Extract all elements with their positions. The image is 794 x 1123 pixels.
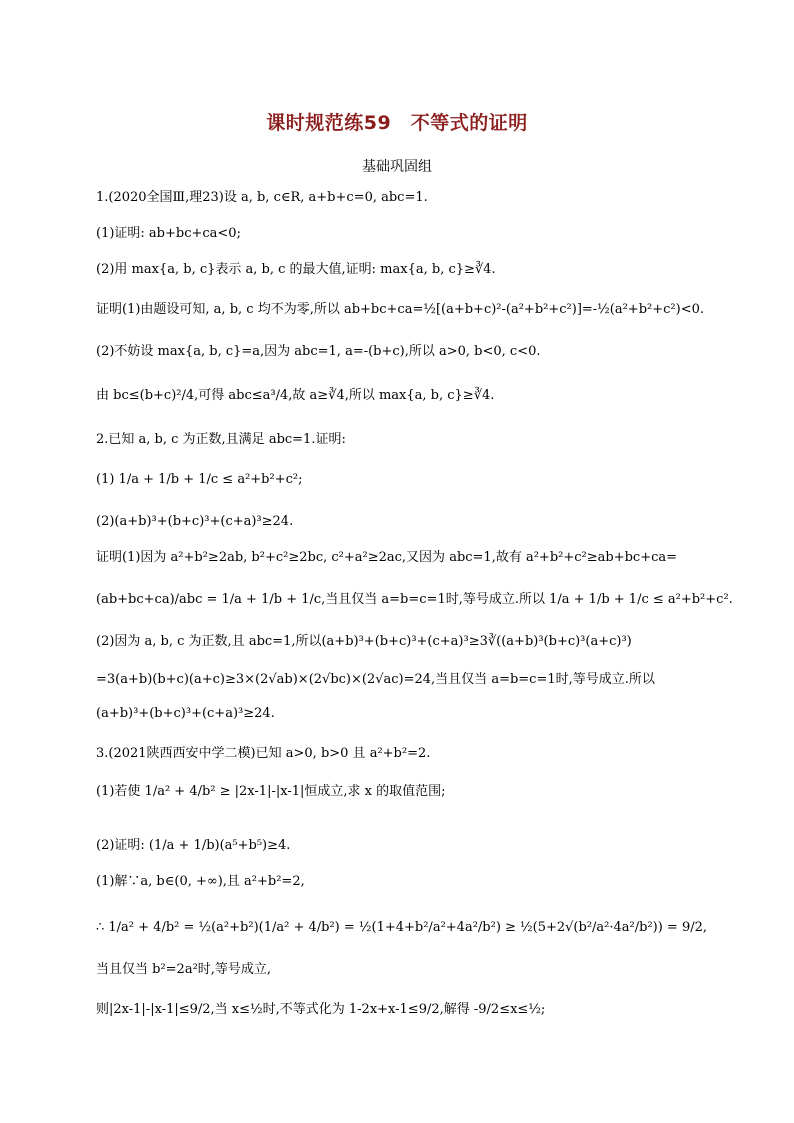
problem-1-part-1: (1)证明: ab+bc+ca<0; — [96, 226, 241, 241]
problem-2-proof-2-cont: =3(a+b)(b+c)(a+c)≥3×(2√ab)×(2√bc)×(2√ac)=24,当且仅当 a=b=c=1时,等号成立.所以 — [96, 672, 655, 687]
problem-2-part-2: (2)(a+b)³+(b+c)³+(c+a)³≥24. — [96, 514, 294, 529]
section-heading: 基础巩固组 — [362, 159, 432, 175]
problem-1-proof-1: 证明(1)由题设可知, a, b, c 均不为零,所以 ab+bc+ca=½[(a+b+c)²-(a²+b²+c²)]=-½(a²+b²+c²)<0. — [96, 302, 704, 317]
problem-2-proof-2-end: (a+b)³+(b+c)³+(c+a)³≥24. — [96, 706, 275, 721]
problem-2-statement: 2.已知 a, b, c 为正数,且满足 abc=1.证明: — [96, 432, 346, 447]
problem-3-solution-2: ∴ 1/a² + 4/b² = ½(a²+b²)(1/a² + 4/b²) = ½(1+4+b²/a²+4a²/b²) ≥ ½(5+2√(b²/a²·4a²/b²)) = 9/2, — [96, 920, 708, 935]
problem-2-proof-1: 证明(1)因为 a²+b²≥2ab, b²+c²≥2bc, c²+a²≥2ac,又因为 abc=1,故有 a²+b²+c²≥ab+bc+ca= — [96, 550, 678, 565]
problem-3-part-1: (1)若使 1/a² + 4/b² ≥ |2x-1|-|x-1|恒成立,求 x 的取值范围; — [96, 784, 446, 799]
problem-2-part-1: (1) 1/a + 1/b + 1/c ≤ a²+b²+c²; — [96, 472, 303, 487]
problem-3-statement: 3.(2021陕西西安中学二模)已知 a>0, b>0 且 a²+b²=2. — [96, 746, 431, 761]
problem-1-part-2: (2)用 max{a, b, c}表示 a, b, c 的最大值,证明: max{a, b, c}≥∛4. — [96, 262, 496, 277]
problem-2-proof-2: (2)因为 a, b, c 为正数,且 abc=1,所以(a+b)³+(b+c)³+(c+a)³≥3∛((a+b)³(b+c)³(a+c)³) — [96, 634, 632, 649]
problem-1-statement: 1.(2020全国Ⅲ,理23)设 a, b, c∈R, a+b+c=0, abc=1. — [96, 190, 428, 205]
problem-3-solution-1: (1)解∵a, b∈(0, +∞),且 a²+b²=2, — [96, 874, 305, 889]
problem-3-solution-3: 当且仅当 b²=2a²时,等号成立, — [96, 962, 272, 977]
problem-3-solution-4: 则|2x-1|-|x-1|≤9/2,当 x≤½时,不等式化为 1-2x+x-1≤9/2,解得 -9/2≤x≤½; — [96, 1002, 546, 1017]
page-title: 课时规范练59 不等式的证明 — [266, 112, 528, 134]
problem-2-proof-1-cont: (ab+bc+ca)/abc = 1/a + 1/b + 1/c,当且仅当 a=b=c=1时,等号成立.所以 1/a + 1/b + 1/c ≤ a²+b²+c². — [96, 592, 733, 607]
problem-1-proof-2: (2)不妨设 max{a, b, c}=a,因为 abc=1, a=-(b+c),所以 a>0, b<0, c<0. — [96, 344, 541, 359]
problem-3-part-2: (2)证明: (1/a + 1/b)(a⁵+b⁵)≥4. — [96, 838, 291, 853]
problem-1-proof-3: 由 bc≤(b+c)²/4,可得 abc≤a³/4,故 a≥∛4,所以 max{a, b, c}≥∛4. — [96, 388, 495, 403]
